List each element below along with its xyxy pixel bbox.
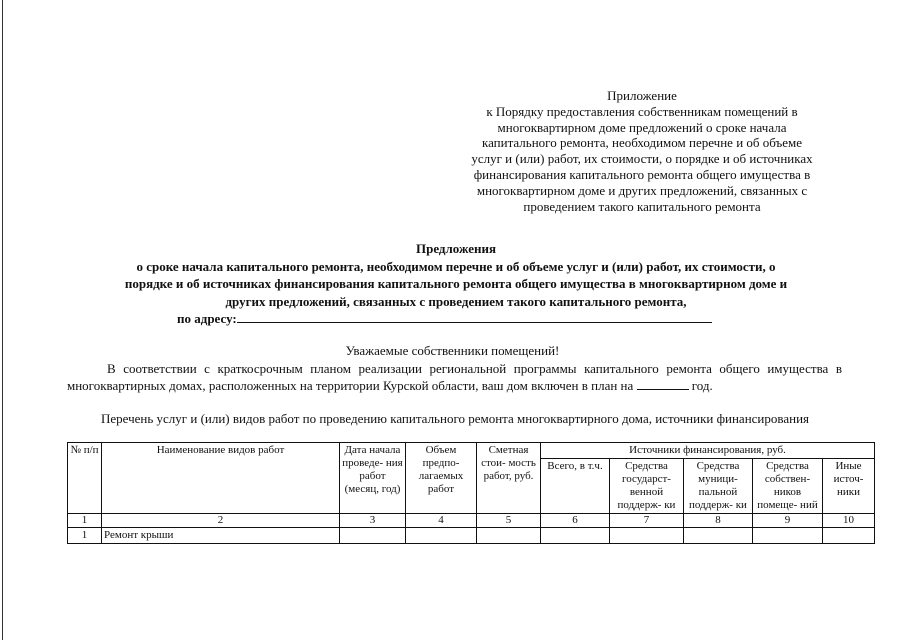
year-suffix: год. [691,378,713,393]
column-number: 5 [477,514,541,528]
title-line: других предложений, связанных с проведением такого капитального ремонта, [225,293,687,309]
row-cell [541,528,610,544]
column-number: 8 [684,514,753,528]
address-row [60,310,852,328]
header-sources: Источники финансирования, руб. [541,443,875,459]
header-other: Иные источ- ники [823,459,875,514]
appendix-heading: Приложение [607,88,677,103]
document-title [60,240,852,328]
table-row [68,528,875,544]
row-cell [684,528,753,544]
title-heading: Предложения [415,241,497,256]
column-number: 2 [102,514,340,528]
column-number: 3 [340,514,406,528]
row-cell [610,528,684,544]
row-work-name: Ремонт крыши [102,528,340,544]
column-number: 9 [753,514,823,528]
column-number: 7 [610,514,684,528]
appendix-line: услуг и (или) работ, их стоимости, о порядке и об источниках [471,151,813,167]
column-number: 6 [541,514,610,528]
title-line: порядке и об источниках финансирования капитального ремонта общего имущества в многоквартирном доме и [124,276,788,291]
intro-paragraph [67,360,842,394]
row-cell [823,528,875,544]
table-header-row [68,443,875,459]
header-municipal: Средства муници- пальной поддерж- ки [684,459,753,514]
column-number: 10 [823,514,875,528]
year-blank-line [637,379,689,390]
row-cell [753,528,823,544]
appendix-block [442,88,842,214]
row-cell [406,528,477,544]
address-label: по адресу: [177,311,237,326]
row-num: 1 [68,528,102,544]
title-line: о сроке начала капитального ремонта, необходимом перечне и об объеме услуг и (или) работ, их стоимости, о [136,258,776,274]
column-number: 1 [68,514,102,528]
works-table [67,442,875,544]
appendix-line: капитального ремонта, необходимом перечне и об объеме [481,135,803,151]
header-owners: Средства собствен- ников помеще- ний [753,459,823,514]
row-cell [340,528,406,544]
appendix-line: многоквартирном доме и других предложений, связанных с [476,182,808,198]
header-total: Всего, в т.ч. [541,459,610,514]
header-num: № п/п [68,443,102,514]
address-blank-line [237,311,712,323]
intro-text: В соответствии с краткосрочным планом реализации региональной программы капитального ремонта общего имущества в многоквартирных домах, расположенных на территории Курской области, ваш дом включен в план на [67,361,842,393]
header-cost: Сметная стои- мость работ, руб. [477,443,541,514]
page-left-border [2,0,3,640]
list-title: Перечень услуг и (или) видов работ по проведению капитального ремонта многоквартирного дома, источники финансирования [100,411,810,426]
header-date: Дата начала проведе- ния работ (месяц, год) [340,443,406,514]
column-number-row [68,514,875,528]
header-volume: Объем предпо- лагаемых работ [406,443,477,514]
header-state: Средства государст- венной поддерж- ки [610,459,684,514]
appendix-line: многоквартирном доме предложений о сроке начала [497,119,787,135]
appendix-line: проведением такого капитального ремонта [523,198,761,214]
header-name: Наименование видов работ [102,443,340,514]
appendix-line: финансирования капитального ремонта общего имущества в [473,166,811,182]
greeting: Уважаемые собственники помещений! [345,343,560,358]
column-number: 4 [406,514,477,528]
row-cell [477,528,541,544]
appendix-line: к Порядку предоставления собственникам помещений в [486,103,798,119]
